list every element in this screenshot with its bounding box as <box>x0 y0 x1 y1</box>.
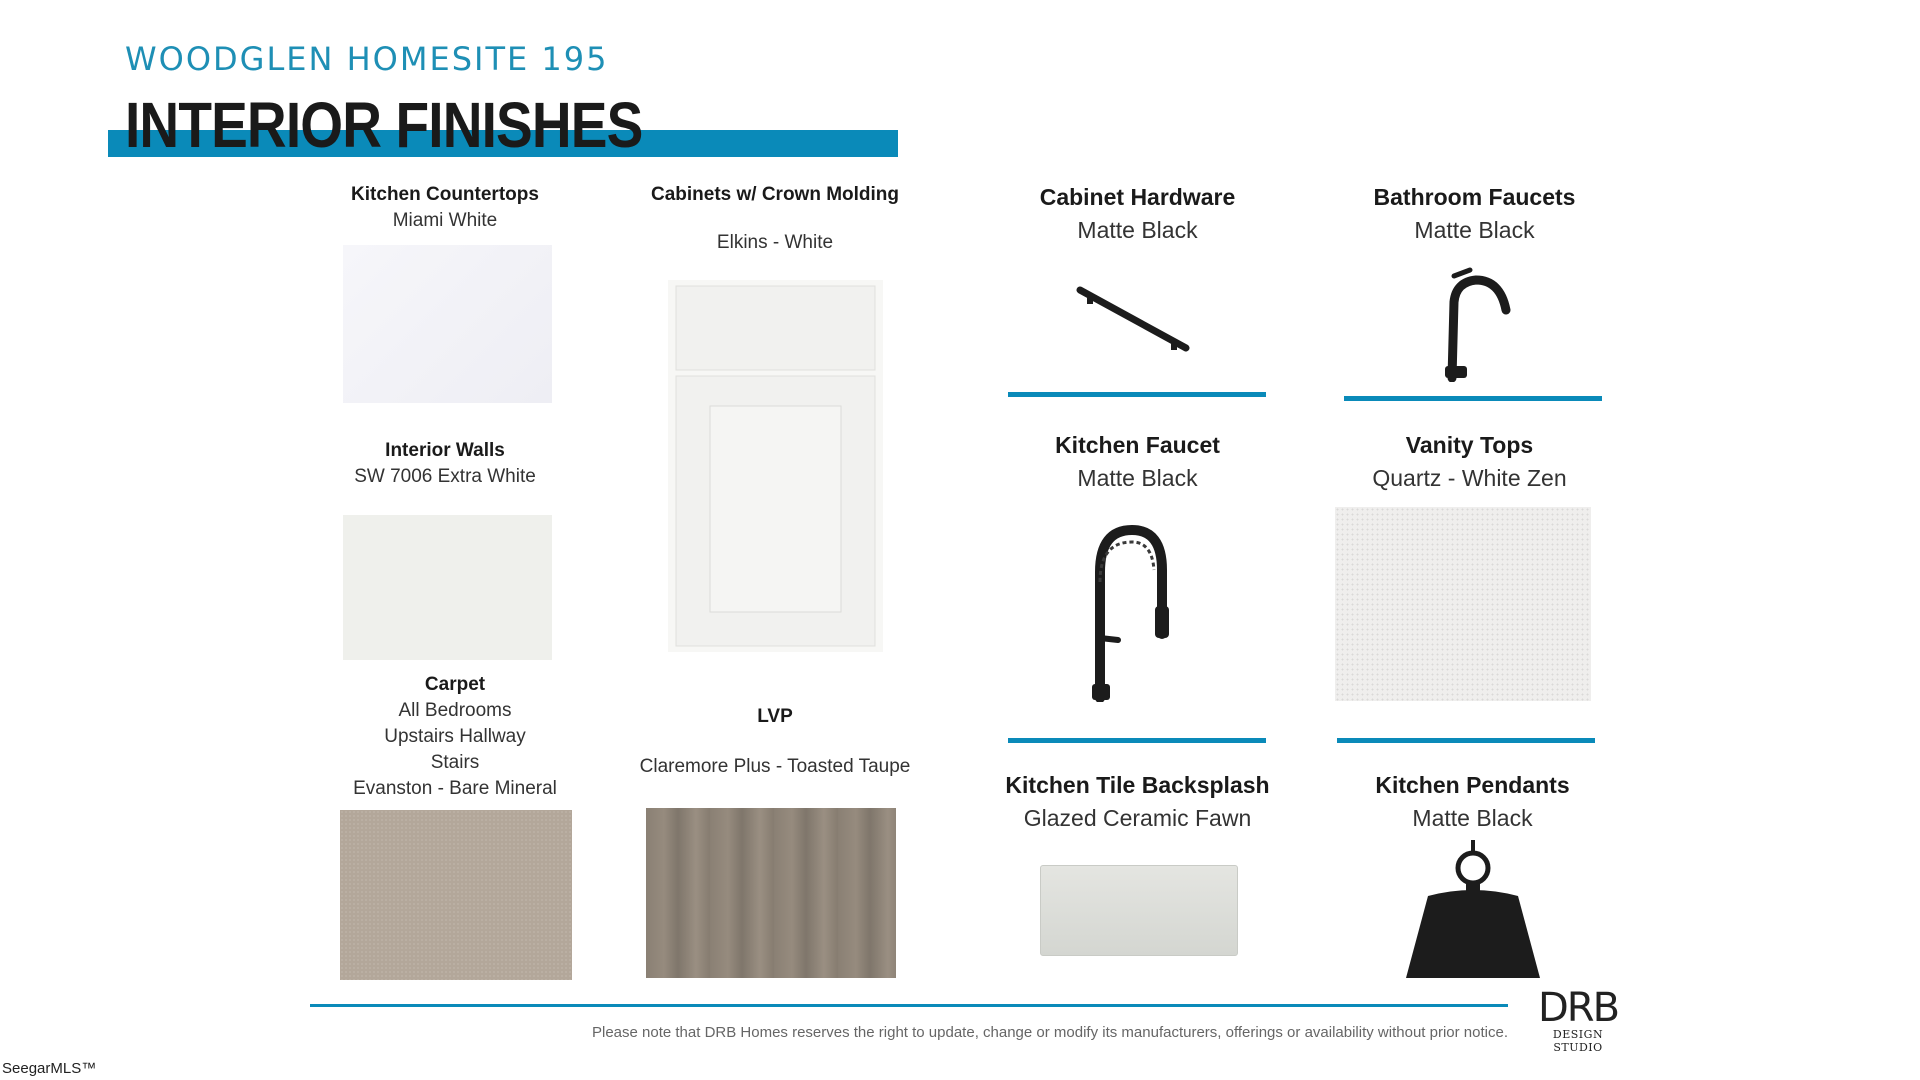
kitchen-faucet-value: Matte Black <box>1077 465 1198 491</box>
drb-design-studio-logo <box>1528 985 1628 1054</box>
mls-watermark: SeegarMLS™ <box>2 1060 97 1077</box>
vanity-tops-heading: Vanity Tops <box>1405 432 1534 458</box>
vanity-tops-label <box>1332 432 1607 492</box>
lvp-heading: LVP <box>757 706 793 727</box>
pendant-light-icon <box>1398 840 1548 980</box>
walls-label <box>330 440 560 488</box>
countertops-label <box>340 184 550 232</box>
carpet-line-3: Stairs <box>430 752 480 773</box>
lvp-swatch <box>646 808 896 978</box>
disclaimer-note: Please note that DRB Homes reserves the right to update, change or modify its manufacturers, offerings or availability without prior notice. <box>591 1024 1508 1041</box>
homesite-subtitle: WOODGLEN HOMESITE 195 <box>125 40 609 78</box>
page-title: INTERIOR FINISHES <box>125 89 643 161</box>
lvp-label <box>620 706 930 778</box>
kitchen-faucet-rule <box>1008 738 1266 743</box>
countertops-heading: Kitchen Countertops <box>351 184 539 205</box>
countertops-swatch <box>343 245 552 403</box>
kitchen-faucet-heading: Kitchen Faucet <box>1055 432 1220 458</box>
walls-swatch <box>343 515 552 660</box>
countertops-value: Miami White <box>392 210 498 231</box>
backsplash-value: Glazed Ceramic Fawn <box>1023 805 1252 831</box>
backsplash-label <box>985 772 1290 832</box>
pendants-heading: Kitchen Pendants <box>1375 772 1570 798</box>
backsplash-heading: Kitchen Tile Backsplash <box>1005 772 1270 798</box>
kitchen-faucet-icon <box>1078 522 1178 702</box>
cabinet-pull-icon <box>1068 278 1198 358</box>
carpet-line-2: Upstairs Hallway <box>384 726 526 747</box>
cabinet-hardware-label <box>1005 184 1270 244</box>
cabinet-hardware-value: Matte Black <box>1077 217 1198 243</box>
cabinet-door-image <box>668 280 883 652</box>
vanity-tops-swatch <box>1335 507 1591 701</box>
carpet-label <box>330 672 580 802</box>
vanity-tops-rule <box>1337 738 1595 743</box>
carpet-heading: Carpet <box>424 674 486 695</box>
footer-rule <box>310 1004 1508 1007</box>
walls-heading: Interior Walls <box>385 440 505 461</box>
logo-mark: DRB <box>1537 985 1619 1031</box>
cabinets-value: Elkins - White <box>716 232 834 253</box>
cabinet-hardware-rule <box>1008 392 1266 397</box>
bath-faucets-heading: Bathroom Faucets <box>1373 184 1576 210</box>
carpet-swatch <box>340 810 572 980</box>
carpet-line-1: All Bedrooms <box>398 700 512 721</box>
bathroom-faucet-icon <box>1430 262 1520 382</box>
logo-text: DESIGN STUDIO <box>1552 1028 1604 1054</box>
bath-faucets-rule <box>1344 396 1602 401</box>
cabinets-heading: Cabinets w/ Crown Molding <box>650 184 900 205</box>
pendants-label <box>1340 772 1605 832</box>
bath-faucets-label <box>1342 184 1607 244</box>
lvp-value: Claremore Plus - Toasted Taupe <box>639 756 911 777</box>
carpet-line-4: Evanston - Bare Mineral <box>353 778 557 799</box>
cabinet-hardware-heading: Cabinet Hardware <box>1039 184 1236 210</box>
bath-faucets-value: Matte Black <box>1414 217 1535 243</box>
kitchen-faucet-label <box>1005 432 1270 492</box>
backsplash-tile-swatch <box>1040 865 1238 956</box>
vanity-tops-value: Quartz - White Zen <box>1372 465 1567 491</box>
cabinets-label <box>630 184 920 254</box>
pendants-value: Matte Black <box>1412 805 1533 831</box>
walls-value: SW 7006 Extra White <box>354 466 536 487</box>
